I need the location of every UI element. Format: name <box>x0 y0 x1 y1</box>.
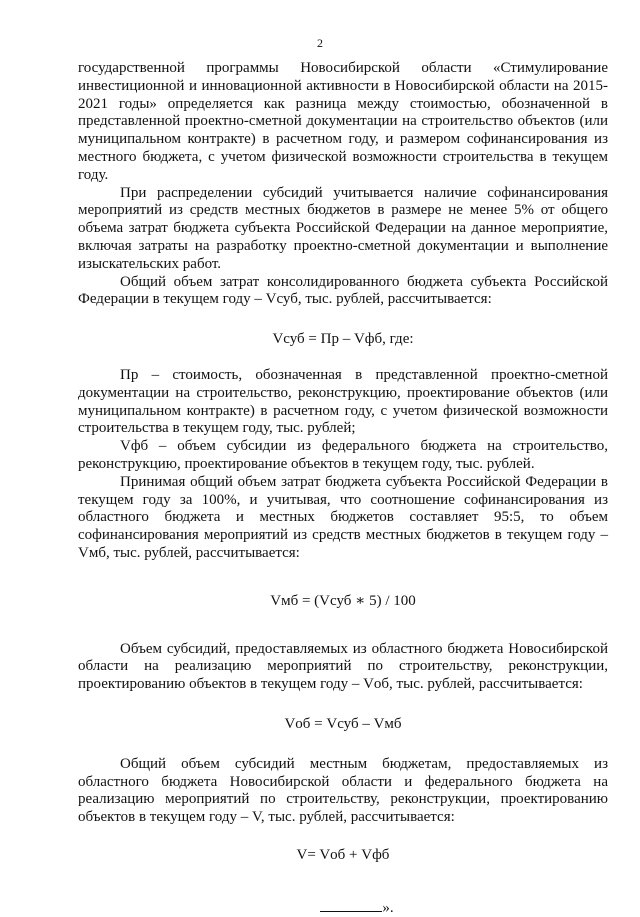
paragraph-program-continuation: государственной программы Новосибирской области «Стимулирование инвестиционной и инновационной активности в Новосибирской области на 2015-2021 годы» определяется как разница между стоимостью, обозначенной в представленной проектно-сметной документации на строительство объектов (или муниципальном контракте) в расчетном году, и размером софинансирования из местного бюджета, с учетом физической возможности строительства в текущем году. <box>78 60 608 183</box>
paragraph-vsub-intro: Общий объем затрат консолидированного бюджета субъекта Российской Федерации в текущем году – Vсуб, тыс. рублей, рассчитывается: <box>78 273 608 308</box>
document-body <box>78 60 608 917</box>
formula-vob: Vоб = Vсуб – Vмб <box>284 715 402 732</box>
formula-vmb: Vмб = (Vсуб ∗ 5) / 100 <box>270 592 416 609</box>
signature-blank-line <box>320 899 382 912</box>
formula-v: V= Vоб + Vфб <box>296 846 390 863</box>
page-number: 2 <box>317 36 323 50</box>
paragraph-vmb-intro: Принимая общий объем затрат бюджета субъекта Российской Федерации в текущем году за 100%, и учитывая, что соотношение софинансирования из областного бюджета и местных бюджетов составляет 95:5, то объем софинансирования мероприятий из средств местных бюджетов в текущем году – Vмб, тыс. рублей, рассчитывается: <box>78 473 608 561</box>
closing-quote: ». <box>382 899 394 916</box>
paragraph-v-intro: Общий объем субсидий местным бюджетам, предоставляемых из областного бюджета Новосибирской области и федерального бюджета на реализацию мероприятий по строительству, реконструкции, проектированию объектов в текущем году – V, тыс. рублей, рассчитывается: <box>78 755 608 826</box>
closing-mark <box>78 899 608 917</box>
paragraph-subsidy-distribution: При распределении субсидий учитывается наличие софинансирования мероприятий из средств местных бюджетов в размере не менее 5% от общего объема затрат бюджета субъекта Российской Федерации на данное мероприятие, включая затраты на разработку проектно-сметной документации и выполнение изыскательских работ. <box>78 184 608 272</box>
formula-vsub: Vсуб = Пр – Vфб, где: <box>272 331 414 348</box>
paragraph-vfb-definition: Vфб – объем субсидии из федерального бюджета на строительство, реконструкцию, проектирование объектов в текущем году, тыс. рублей. <box>78 438 608 472</box>
paragraph-pr-definition: Пр – стоимость, обозначенная в представленной проектно-сметной документации на строительство, реконструкцию, проектирование объектов (или муниципальном контракте) в расчетном году, с учетом физической возможности строительства в текущем году, тыс. рублей; <box>78 366 608 437</box>
paragraph-vob-intro: Объем субсидий, предоставляемых из областного бюджета Новосибирской области на реализацию мероприятий по строительству, реконструкции, проектированию объектов в текущем году – Vоб, тыс. рублей, рассчитывается: <box>78 640 608 693</box>
